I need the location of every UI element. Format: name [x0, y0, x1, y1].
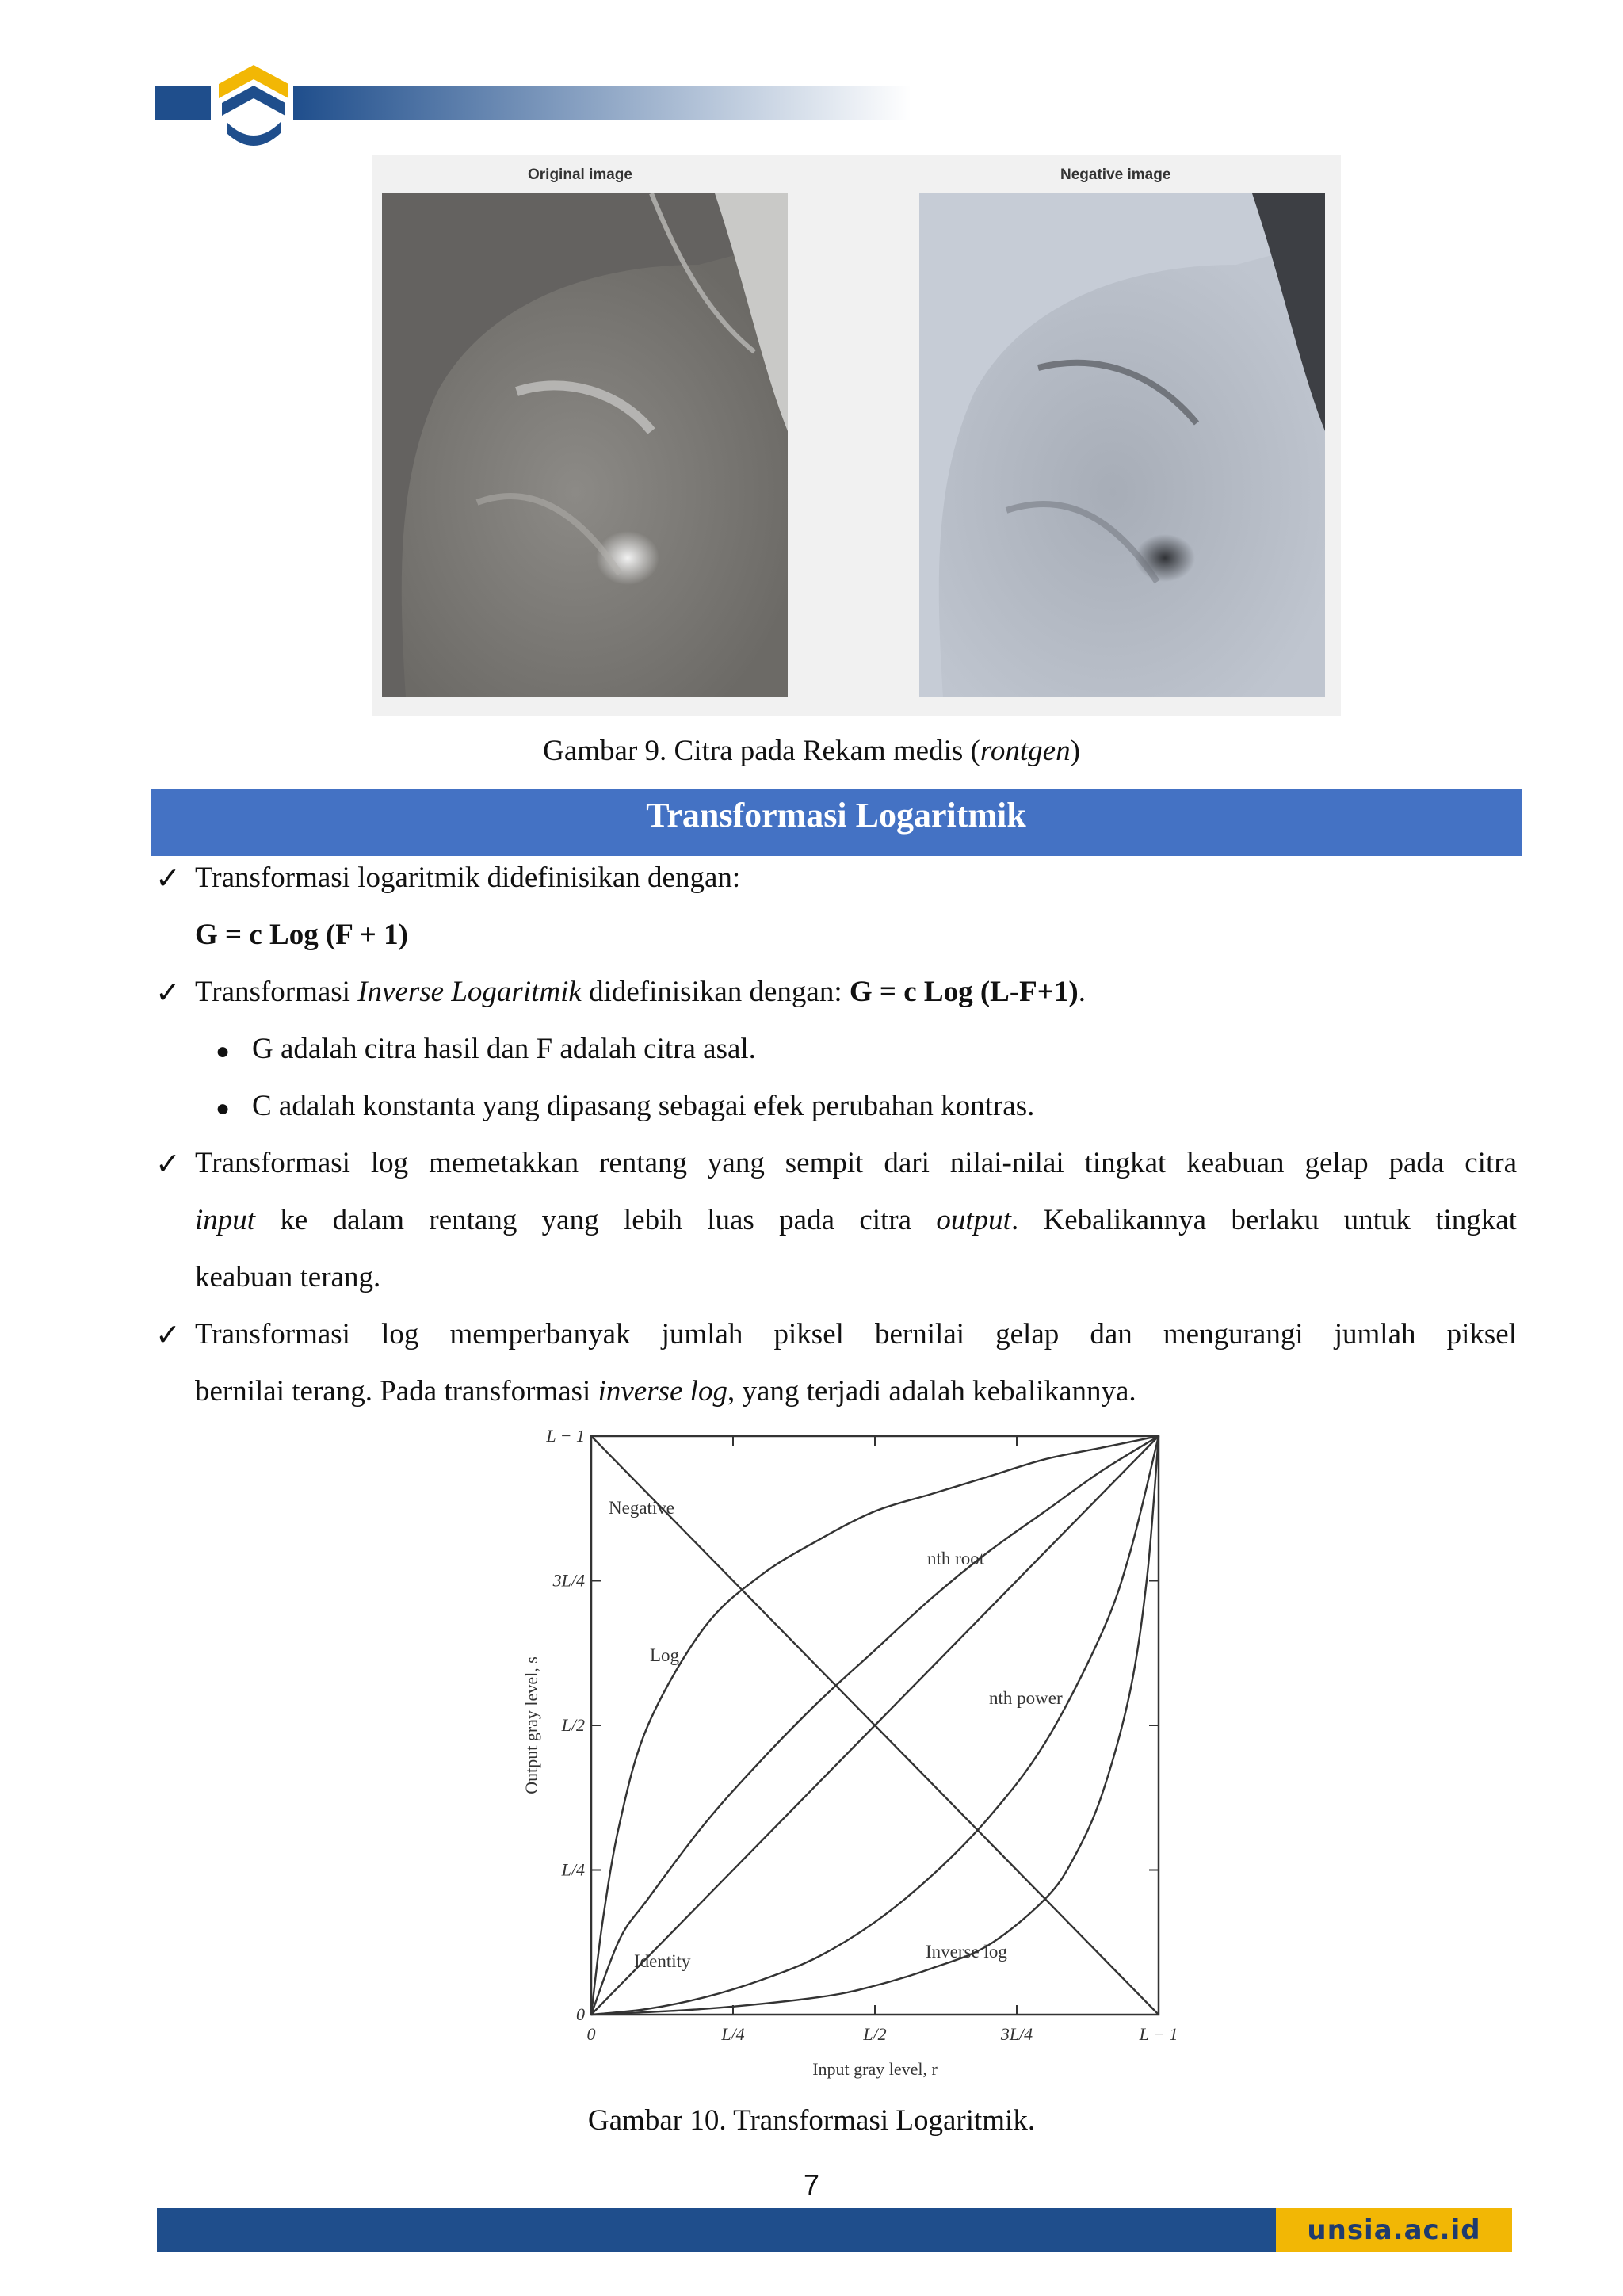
- y-tick-label: L/4: [561, 1859, 585, 1880]
- series-label-log: Log: [650, 1645, 680, 1665]
- header-bar-left: [155, 86, 211, 120]
- section-title-banner: Transformasi Logaritmik: [151, 789, 1522, 856]
- item-log-mapping-line3: keabuan terang.: [195, 1261, 381, 1293]
- page-number: 7: [803, 2168, 820, 2201]
- series-label-nth-power: nth power: [989, 1688, 1063, 1708]
- footer-bar: [157, 2208, 1276, 2252]
- series-label-negative: Negative: [609, 1498, 675, 1518]
- y-tick-label: 3L/4: [552, 1570, 585, 1591]
- negative-xray-image: [919, 193, 1325, 697]
- footer-site-link[interactable]: unsia.ac.id: [1276, 2208, 1512, 2252]
- series-label-nth-root: nth root: [927, 1549, 985, 1568]
- negative-image-label: Negative image: [1060, 166, 1171, 183]
- x-tick-label: L/4: [721, 2024, 745, 2044]
- item-log-definition: Transformasi logaritmik didefinisikan dengan:: [195, 861, 741, 894]
- x-tick-label: 3L/4: [1000, 2024, 1033, 2044]
- check-icon: ✓: [155, 861, 181, 896]
- series-label-inverse-log: Inverse log: [926, 1942, 1007, 1962]
- x-axis-label: Input gray level, r: [812, 2059, 938, 2079]
- item-log-mapping-line1: Transformasi log memetakkan rentang yang sempit dari nilai-nilai tingkat keabuan gelap pada citra: [195, 1147, 1517, 1179]
- x-tick-label: 0: [586, 2024, 596, 2044]
- figure-10-caption: Gambar 10. Transformasi Logaritmik.: [587, 2104, 1036, 2137]
- y-tick-label: L/2: [561, 1715, 585, 1735]
- check-icon: ✓: [155, 1317, 181, 1352]
- bullet-icon: ●: [216, 1038, 231, 1064]
- item-log-pixels-line2: bernilai terang. Pada transformasi inverse log, yang terjadi adalah kebalikannya.: [195, 1375, 1136, 1408]
- bullet-icon: ●: [216, 1095, 231, 1121]
- original-image-label: Original image: [528, 166, 632, 183]
- item-log-mapping-line2: input ke dalam rentang yang lebih luas pada citra output. Kebalikannya berlaku untuk tingkat: [195, 1204, 1517, 1236]
- bullet-g-f-definition: G adalah citra hasil dan F adalah citra asal.: [252, 1033, 756, 1065]
- y-axis-label: Output gray level, s: [521, 1656, 541, 1794]
- formula-log: G = c Log (F + 1): [195, 919, 408, 951]
- item-log-pixels-line1: Transformasi log memperbanyak jumlah piksel bernilai gelap dan mengurangi jumlah piksel: [195, 1318, 1517, 1350]
- item-inverse-log-definition: Transformasi Inverse Logaritmik didefinisikan dengan: G = c Log (L-F+1).: [195, 976, 1086, 1008]
- bullet-c-definition: C adalah konstanta yang dipasang sebagai efek perubahan kontras.: [252, 1090, 1035, 1122]
- figure-9-caption: Gambar 9. Citra pada Rekam medis (rontgen): [543, 735, 1080, 767]
- y-tick-label: L − 1: [546, 1426, 585, 1446]
- check-icon: ✓: [155, 975, 181, 1010]
- y-tick-label: 0: [576, 2004, 585, 2024]
- check-icon: ✓: [155, 1146, 181, 1181]
- figure-9: [372, 155, 1341, 716]
- x-tick-label: L − 1: [1139, 2024, 1178, 2044]
- series-label-identity: Identity: [634, 1951, 691, 1971]
- transformation-chart: [515, 1423, 1189, 2097]
- university-logo: [212, 60, 295, 149]
- original-xray-image: [382, 193, 788, 697]
- x-tick-label: L/2: [863, 2024, 887, 2044]
- header-gradient-bar: [293, 86, 911, 120]
